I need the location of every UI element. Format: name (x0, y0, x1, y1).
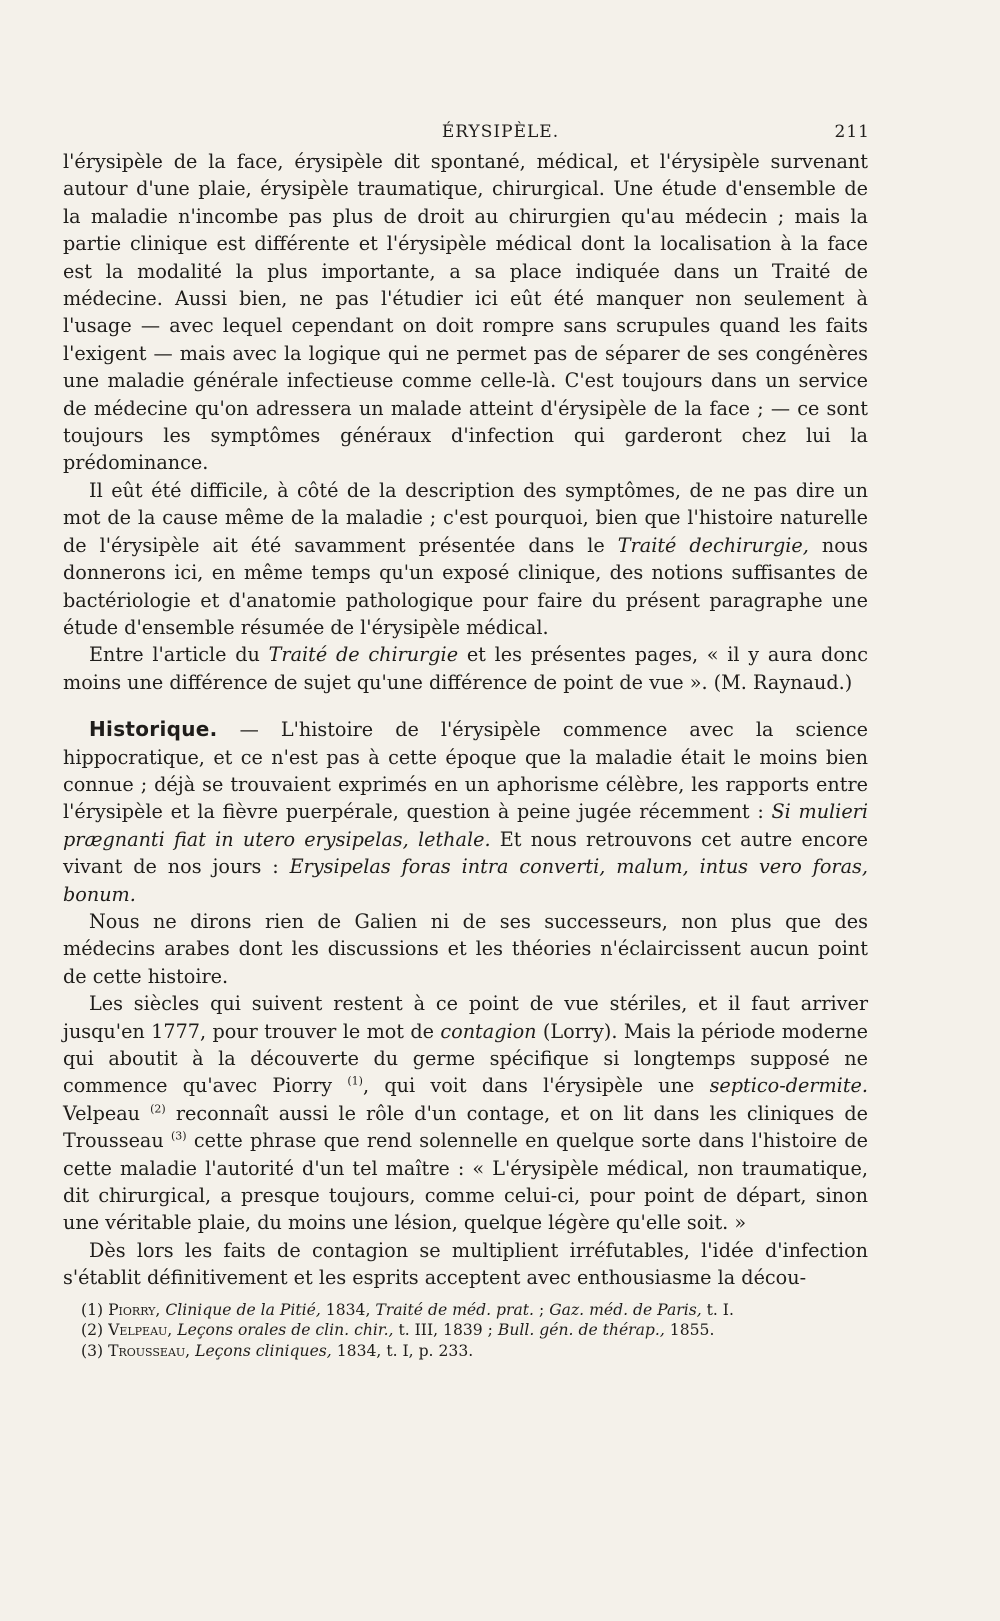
note-mark: (2) (150, 1102, 166, 1116)
italic-term: septico-dermite. (709, 1074, 868, 1098)
paragraph: Il eût été difficile, à côté de la description des symptômes, de ne pas dire un mot de la cause même de la maladie ; c'est pourquoi, bien que l'histoire naturelle de l'érysipèle ait été savamment présentée dans le Traité dechirurgie, nous donnerons ici, en même temps qu'un exposé clinique, des notions suffisantes de bactériologie et d'anatomie pathologique pour faire du présent paragraphe une étude d'ensemble résumée de l'érysipèle médical. (63, 478, 868, 639)
page-number: 211 (834, 122, 870, 142)
running-head (63, 118, 868, 148)
body-text (63, 148, 868, 1292)
italic-title: Traité dechirurgie, (617, 533, 809, 557)
aphorism: Si mulieri prægnanti fiat in utero erysipelas, lethale. (63, 800, 868, 851)
paragraph: Les siècles qui suivent restent à ce point de vue stériles, et il faut arriver jusqu'en 1777, pour trouver le mot de contagion (Lorry). Mais la période moderne qui aboutit à la découverte du germe spécifique si longtemps supposé ne commence qu'avec Piorry $^{(1)}$, qui voit dans l'érysipèle une septico-dermite. Velpeau $^{(2)}$ reconnaît aussi le rôle d'un contage, et on lit dans les cliniques de Trousseau $^{(3)}$ cette phrase que rend solennelle en quelque sorte dans l'histoire de cette maladie l'autorité d'un tel maître : « L'érysipèle médical, non traumatique, dit chirurgical, a presque toujours, comme celui-ci, pour point de départ, sinon une véritable plaie, du moins une lésion, quelque légère qu'elle soit. » (63, 992, 869, 1235)
paragraph: Dès lors les faits de contagion se multiplient irréfutables, l'idée d'infection s'établit définitivement et les esprits acceptent avec enthousiasme la décou- (63, 1238, 868, 1290)
footnote: (1) Piorry, Clinique de la Pitié, 1834, Traité de méd. prat. ; Gaz. méd. de Paris, t. I. (81, 1300, 734, 1319)
footnotes (63, 1300, 868, 1362)
paragraph: Entre l'article du Traité de chirurgie et les présentes pages, « il y aura donc moins une différence de sujet qu'une différence de point de vue ». (M. Raynaud.) (63, 643, 868, 694)
paragraph-historique: Historique. — L'histoire de l'érysipèle commence avec la science hippocratique, et ce n'est pas à cette époque que la maladie était le moins bien connue ; déjà se trouvaient exprimés en un aphorisme célèbre, les rapports entre l'érysipèle et la fièvre puerpérale, question à peine jugée récemment : Si mulieri prægnanti fiat in utero erysipelas, lethale. Et nous retrouvons cet autre encore vivant de nos jours : Erysipelas foras intra converti, malum, intus vero foras, bonum. (63, 717, 868, 906)
section-heading: Historique. (89, 717, 218, 742)
italic-title: Traité de chirurgie (268, 643, 459, 667)
aphorism: Erysipelas foras intra converti, malum, intus vero foras, bonum. (63, 855, 868, 906)
paragraph: l'érysipèle de la face, érysipèle dit spontané, médical, et l'érysipèle survenant autour d'une plaie, érysipèle traumatique, chirurgical. Une étude d'ensemble de la maladie n'incombe pas plus de droit au chirurgien qu'au médecin ; mais la partie clinique est différente et l'érysipèle médical dont la localisation à la face est la modalité la plus importante, a sa place indiquée dans un Traité de médecine. Aussi bien, ne pas l'étudier ici eût été manquer non seulement à l'usage — avec lequel cependant on doit rompre sans scrupules quand les faits l'exigent — mais avec la logique qui ne permet pas de séparer de ses congénères une maladie générale infectieuse comme celle-là. C'est toujours dans un service de médecine qu'on adressera un malade atteint d'érysipèle de la face ; — ce sont toujours les symptômes généraux d'infection qui garderont chez lui la prédominance. (63, 150, 868, 475)
footnote: (3) Trousseau, Leçons cliniques, 1834, t. I, p. 233. (81, 1341, 474, 1360)
note-mark: (3) (170, 1129, 187, 1143)
italic-term: contagion (440, 1019, 537, 1043)
note-mark: (1) (347, 1075, 363, 1089)
paragraph: Nous ne dirons rien de Galien ni de ses successeurs, non plus que des médecins arabes dont les discussions et les théories n'éclaircissent aucun point de cette histoire. (63, 909, 868, 988)
running-title: ÉRYSIPÈLE. (441, 122, 560, 142)
footnote: (2) Velpeau, Leçons orales de clin. chir., t. III, 1839 ; Bull. gén. de thérap., 1855. (81, 1321, 715, 1340)
